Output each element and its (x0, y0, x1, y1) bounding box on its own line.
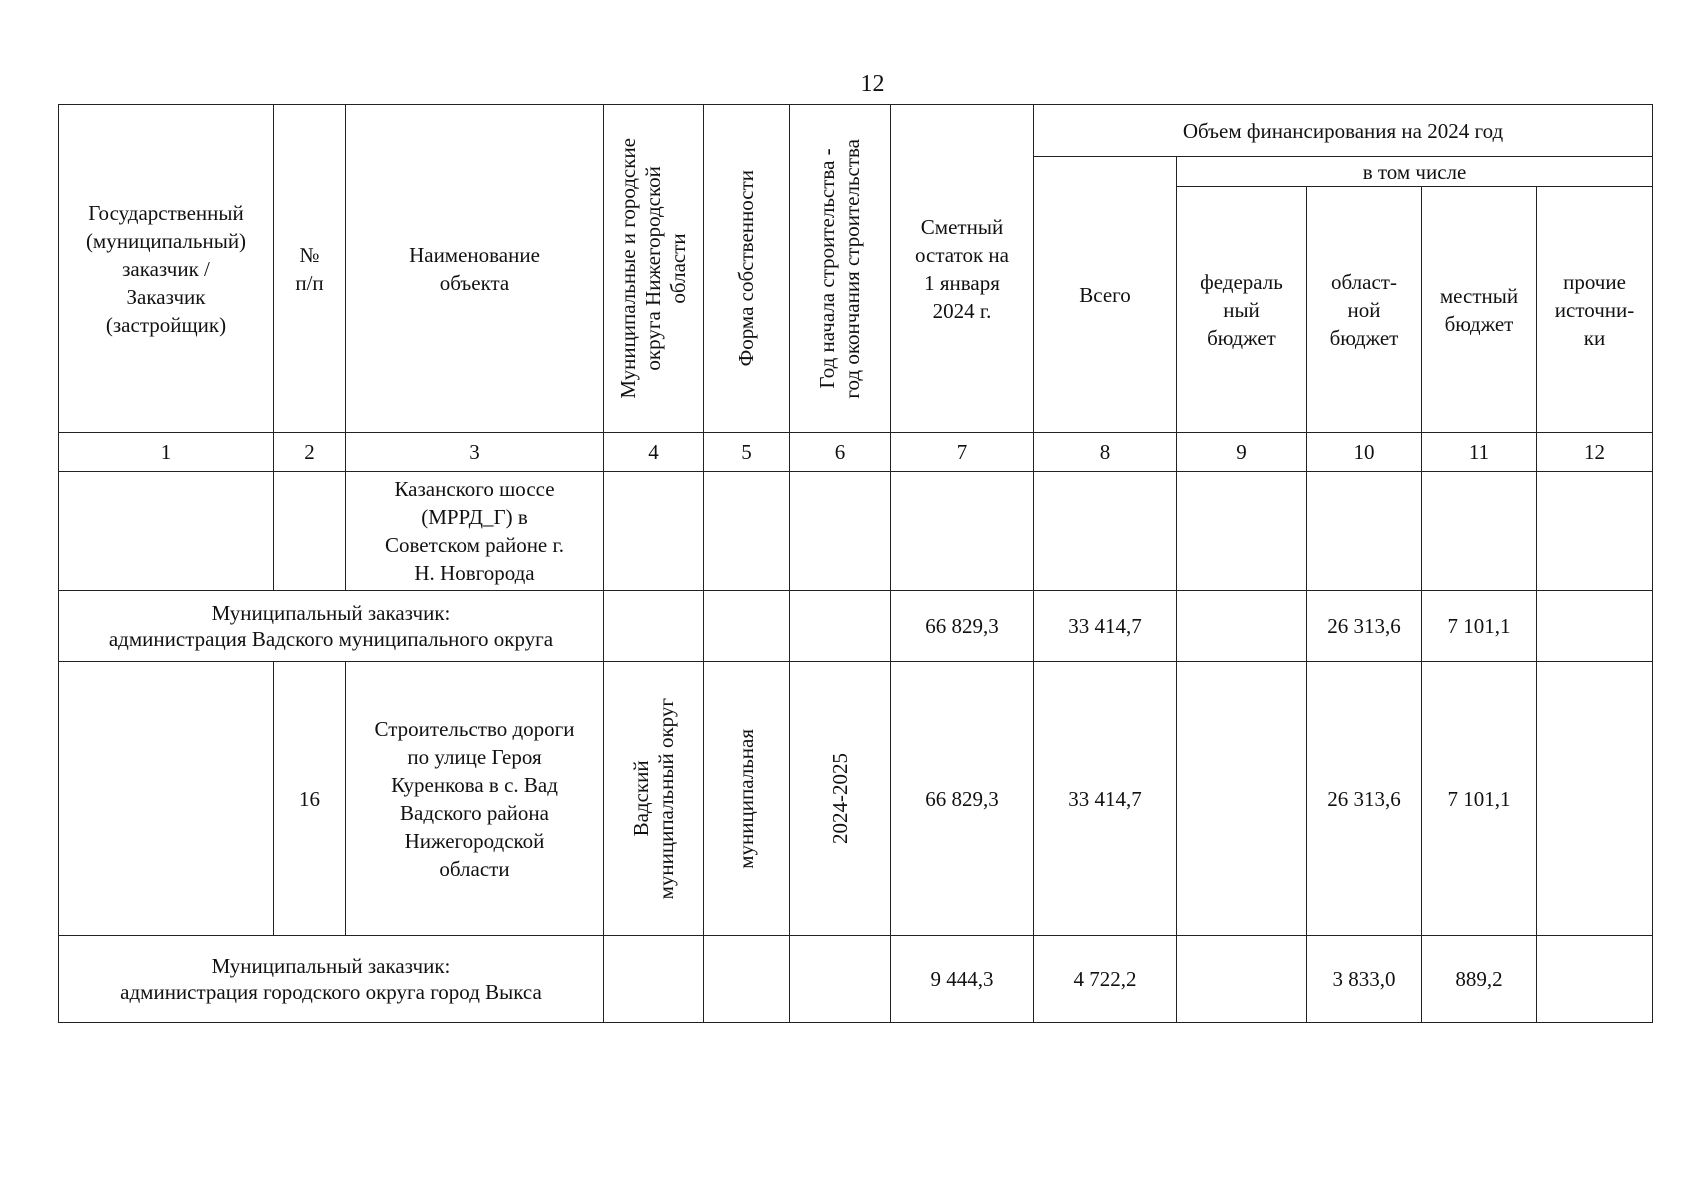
cont-num (274, 472, 346, 591)
item-16-ownership-text: муниципальная (734, 728, 758, 869)
customer-vyksa-years (790, 936, 891, 1023)
cont-federal (1177, 472, 1307, 591)
header-years-text: Год начала строительства - год окончания строительства (815, 138, 864, 399)
header-ownership-text: Форма собственности (734, 170, 758, 367)
customer-vad-total: 33 414,7 (1034, 591, 1177, 662)
col-num-8: 8 (1034, 433, 1177, 472)
col-num-10: 10 (1307, 433, 1422, 472)
cont-other (1537, 472, 1653, 591)
header-municipality-text: Муниципальные и городские округа Нижегородской области (616, 138, 690, 399)
item-16-num: 16 (274, 662, 346, 936)
header-num: № п/п (274, 105, 346, 433)
cont-customer (59, 472, 274, 591)
item-16-years (790, 662, 891, 936)
customer-vad-municipality (604, 591, 704, 662)
column-numbers-row (59, 433, 1653, 472)
customer-vad-ownership (704, 591, 790, 662)
col-num-11: 11 (1422, 433, 1537, 472)
header-municipality (604, 105, 704, 433)
item-16-ownership (704, 662, 790, 936)
cont-total (1034, 472, 1177, 591)
header-including: в том числе (1177, 157, 1653, 187)
col-num-9: 9 (1177, 433, 1307, 472)
customer-vyksa-estimate: 9 444,3 (891, 936, 1034, 1023)
customer-vyksa-row (59, 936, 1653, 1023)
cont-estimate (891, 472, 1034, 591)
col-num-5: 5 (704, 433, 790, 472)
cont-regional (1307, 472, 1422, 591)
item-16-municipality-text: Вадский муниципальный округ (628, 697, 678, 900)
header-years (790, 105, 891, 433)
item-16-total: 33 414,7 (1034, 662, 1177, 936)
customer-vad-row (59, 591, 1653, 662)
customer-vad-other (1537, 591, 1653, 662)
item-16-object-name: Строительство дороги по улице Героя Куренкова в с. Вад Вадского района Нижегородской области (346, 662, 604, 936)
header-regional: област- ной бюджет (1307, 187, 1422, 433)
col-num-1: 1 (59, 433, 274, 472)
continuation-row (59, 472, 1653, 591)
header-total: Всего (1034, 157, 1177, 433)
customer-vad-local: 7 101,1 (1422, 591, 1537, 662)
customer-vad-federal (1177, 591, 1307, 662)
item-16-estimate: 66 829,3 (891, 662, 1034, 936)
item-16-years-text: 2024-2025 (827, 753, 852, 844)
col-num-4: 4 (604, 433, 704, 472)
col-num-2: 2 (274, 433, 346, 472)
cont-ownership (704, 472, 790, 591)
item-16-regional: 26 313,6 (1307, 662, 1422, 936)
customer-vyksa-regional: 3 833,0 (1307, 936, 1422, 1023)
header-ownership (704, 105, 790, 433)
col-num-12: 12 (1537, 433, 1653, 472)
financing-table (58, 104, 1653, 1023)
customer-vad-label: Муниципальный заказчик: администрация Вадского муниципального округа (59, 591, 604, 662)
customer-vyksa-federal (1177, 936, 1307, 1023)
customer-vyksa-other (1537, 936, 1653, 1023)
cont-municipality (604, 472, 704, 591)
header-other: прочие источни- ки (1537, 187, 1653, 433)
item-16-federal (1177, 662, 1307, 936)
header-federal: федераль ный бюджет (1177, 187, 1307, 433)
item-16-other (1537, 662, 1653, 936)
page-number: 12 (860, 71, 885, 97)
item-16-customer (59, 662, 274, 936)
customer-vyksa-ownership (704, 936, 790, 1023)
item-16-municipality (604, 662, 704, 936)
col-num-7: 7 (891, 433, 1034, 472)
customer-vyksa-total: 4 722,2 (1034, 936, 1177, 1023)
customer-vyksa-municipality (604, 936, 704, 1023)
header-estimate: Сметный остаток на 1 января 2024 г. (891, 105, 1034, 433)
item-16-row (59, 662, 1653, 936)
header-row-1 (59, 105, 1653, 157)
customer-vyksa-label: Муниципальный заказчик: администрация городского округа город Выкса (59, 936, 604, 1023)
header-object-name: Наименование объекта (346, 105, 604, 433)
header-funding: Объем финансирования на 2024 год (1034, 105, 1653, 157)
customer-vad-regional: 26 313,6 (1307, 591, 1422, 662)
header-local: местный бюджет (1422, 187, 1537, 433)
cont-object-name: Казанского шоссе (МРРД_Г) в Советском районе г. Н. Новгорода (346, 472, 604, 591)
cont-years (790, 472, 891, 591)
col-num-6: 6 (790, 433, 891, 472)
cont-local (1422, 472, 1537, 591)
customer-vad-years (790, 591, 891, 662)
header-customer: Государственный (муниципальный) заказчик / Заказчик (застройщик) (59, 105, 274, 433)
col-num-3: 3 (346, 433, 604, 472)
item-16-local: 7 101,1 (1422, 662, 1537, 936)
customer-vad-estimate: 66 829,3 (891, 591, 1034, 662)
customer-vyksa-local: 889,2 (1422, 936, 1537, 1023)
